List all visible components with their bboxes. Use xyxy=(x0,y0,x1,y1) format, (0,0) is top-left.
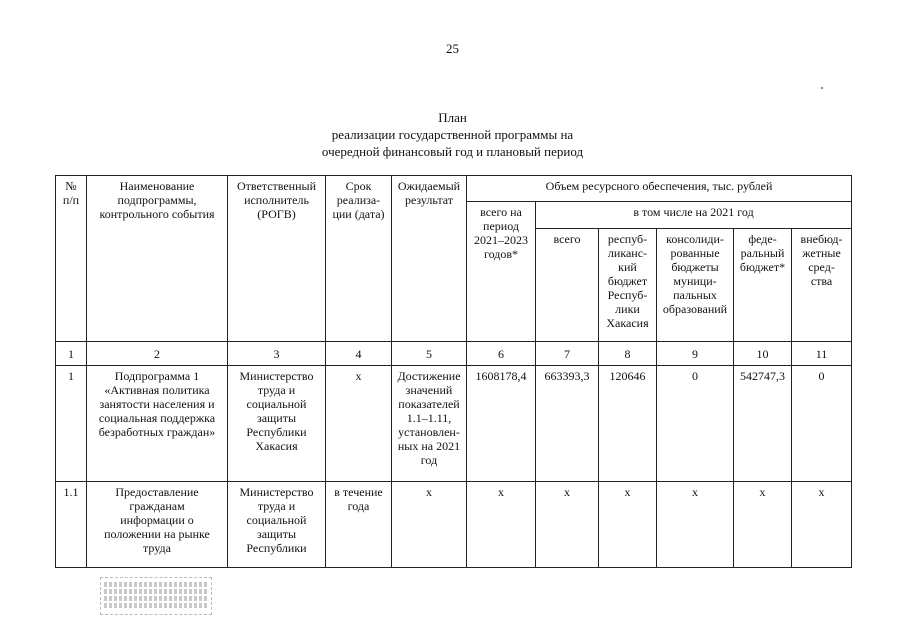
column-number: 10 xyxy=(734,342,792,366)
header-number: № п/п xyxy=(56,176,87,342)
column-number-row xyxy=(56,342,852,366)
header-total-period: всего на период 2021–2023 годов* xyxy=(467,202,536,342)
row-federal: 542747,3 xyxy=(734,366,792,482)
table-row xyxy=(56,366,852,482)
column-number: 11 xyxy=(792,342,852,366)
row-number: 1.1 xyxy=(56,482,87,568)
table-row xyxy=(56,482,852,568)
header-sub-extra: внебюд- жетные сред- ства xyxy=(792,229,852,342)
header-result: Ожидаемый результат xyxy=(392,176,467,342)
document-title xyxy=(0,109,905,160)
row-term: х xyxy=(326,366,392,482)
row-executor: Министерство труда и социальной защиты Республики xyxy=(228,482,326,568)
column-number: 2 xyxy=(87,342,228,366)
header-executor: Ответственный исполнитель (РОГВ) xyxy=(228,176,326,342)
stamp-line xyxy=(104,589,208,594)
stamp-line xyxy=(104,603,208,608)
row-executor: Министерство труда и социальной защиты Республики Хакасия xyxy=(228,366,326,482)
column-number: 7 xyxy=(536,342,599,366)
row-republic: 120646 xyxy=(599,366,657,482)
row-municipal: х xyxy=(657,482,734,568)
scan-speck xyxy=(821,87,823,89)
title-line-2: реализации государственной программы на xyxy=(331,127,574,142)
column-number: 9 xyxy=(657,342,734,366)
header-name: Наименование подпрограммы, контрольного события xyxy=(87,176,228,342)
stamp-line xyxy=(104,582,208,587)
row-extra: х xyxy=(792,482,852,568)
column-number: 4 xyxy=(326,342,392,366)
plan-table xyxy=(55,175,852,568)
title-line-3: очередной финансовый год и плановый период xyxy=(321,144,584,159)
row-total-2021: 663393,3 xyxy=(536,366,599,482)
header-sub-municipal: консолиди- рованные бюджеты муници- пальных образований xyxy=(657,229,734,342)
title-line-1: План xyxy=(438,110,467,125)
row-total-period: х xyxy=(467,482,536,568)
column-number: 1 xyxy=(56,342,87,366)
page-number: 25 xyxy=(446,41,459,56)
header-term: Срок реализа- ции (дата) xyxy=(326,176,392,342)
row-total-period: 1608178,4 xyxy=(467,366,536,482)
row-extra: 0 xyxy=(792,366,852,482)
header-sub-total: всего xyxy=(536,229,599,342)
row-name: Подпрограмма 1 «Активная политика занятости населения и социальная поддержка безработных граждан» xyxy=(87,366,228,482)
stamp-line xyxy=(104,596,208,601)
column-number: 8 xyxy=(599,342,657,366)
row-result: х xyxy=(392,482,467,568)
column-number: 6 xyxy=(467,342,536,366)
row-total-2021: х xyxy=(536,482,599,568)
column-number: 5 xyxy=(392,342,467,366)
row-federal: х xyxy=(734,482,792,568)
row-result: Достижение значений показателей 1.1–1.11, установлен- ных на 2021 год xyxy=(392,366,467,482)
header-sub-republic: респуб- ликанс- кий бюджет Респуб- лики Хакасия xyxy=(599,229,657,342)
row-term: в течение года xyxy=(326,482,392,568)
header-sub-federal: феде- ральный бюджет* xyxy=(734,229,792,342)
header-row-top xyxy=(56,176,852,202)
row-number: 1 xyxy=(56,366,87,482)
header-resources: Объем ресурсного обеспечения, тыс. рублей xyxy=(467,176,852,202)
header-in-2021: в том числе на 2021 год xyxy=(536,202,852,229)
faded-stamp xyxy=(100,577,212,615)
row-name: Предоставление гражданам информации о положении на рынке труда xyxy=(87,482,228,568)
row-municipal: 0 xyxy=(657,366,734,482)
column-number: 3 xyxy=(228,342,326,366)
row-republic: х xyxy=(599,482,657,568)
